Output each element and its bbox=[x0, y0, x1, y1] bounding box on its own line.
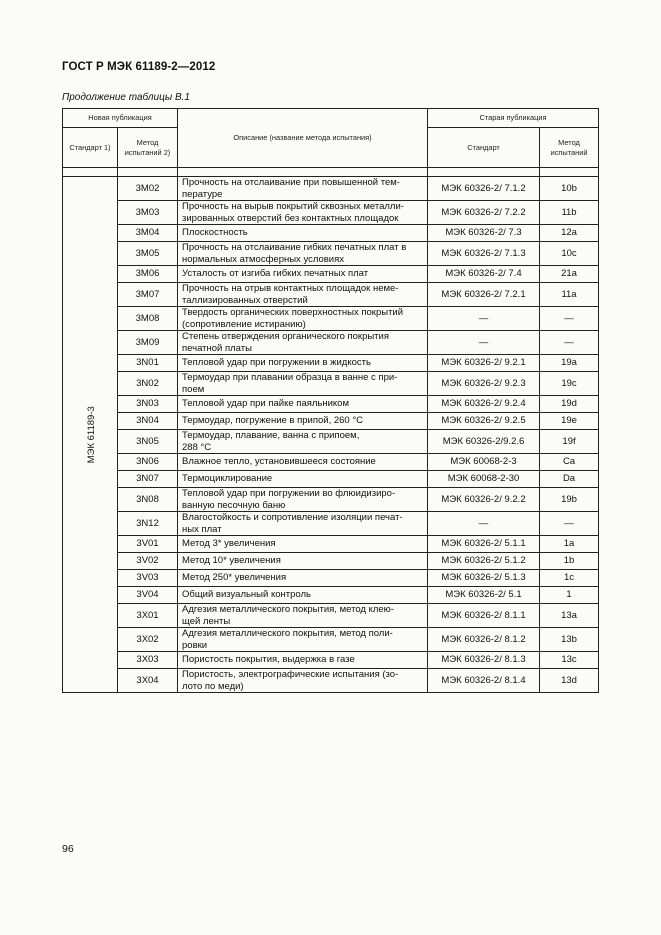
old-method: 13d bbox=[540, 669, 599, 693]
table-row bbox=[63, 471, 599, 488]
old-method: Ca bbox=[540, 454, 599, 471]
old-standard: МЭК 60068-2-3 bbox=[428, 454, 540, 471]
old-method: 1b bbox=[540, 553, 599, 570]
old-standard: МЭК 60326-2/ 9.2.5 bbox=[428, 413, 540, 430]
table-row bbox=[63, 628, 599, 652]
method-description: Степень отверждения органического покрытия печатной платы bbox=[178, 331, 428, 355]
table-row bbox=[63, 604, 599, 628]
method-code: 3X04 bbox=[118, 669, 178, 693]
old-method: 19a bbox=[540, 355, 599, 372]
old-standard: МЭК 60326-2/ 8.1.2 bbox=[428, 628, 540, 652]
old-method: 19e bbox=[540, 413, 599, 430]
table-row bbox=[63, 201, 599, 225]
old-standard: МЭК 60326-2/ 9.2.3 bbox=[428, 372, 540, 396]
table-row bbox=[63, 413, 599, 430]
old-method: 19c bbox=[540, 372, 599, 396]
method-description: Общий визуальный контроль bbox=[178, 587, 428, 604]
table-row bbox=[63, 430, 599, 454]
method-description: Адгезия металлического покрытия, метод клею- щей ленты bbox=[178, 604, 428, 628]
new-publication-header: Новая публикация bbox=[63, 109, 178, 128]
method-description: Термоудар при плавании образца в ванне с при- поем bbox=[178, 372, 428, 396]
table-row bbox=[63, 242, 599, 266]
old-method: 1c bbox=[540, 570, 599, 587]
method-code: 3N03 bbox=[118, 396, 178, 413]
table-row bbox=[63, 372, 599, 396]
method-code: 3N06 bbox=[118, 454, 178, 471]
method-description: Адгезия металлического покрытия, метод поли- ровки bbox=[178, 628, 428, 652]
page-number: 96 bbox=[62, 843, 74, 855]
old-standard: МЭК 60326-2/ 7.1.3 bbox=[428, 242, 540, 266]
standard-old-header: Стандарт bbox=[428, 128, 540, 168]
table-row bbox=[63, 553, 599, 570]
method-description: Термоудар, погружение в припой, 260 °С bbox=[178, 413, 428, 430]
old-method: 13c bbox=[540, 652, 599, 669]
description-header: Описание (название метода испытания) bbox=[178, 109, 428, 168]
document-header: ГОСТ Р МЭК 61189-2—2012 bbox=[62, 61, 216, 73]
old-method: 13b bbox=[540, 628, 599, 652]
method-description: Влагостойкость и сопротивление изоляции печат- ных плат bbox=[178, 512, 428, 536]
old-standard: МЭК 60326-2/ 5.1 bbox=[428, 587, 540, 604]
table-row bbox=[63, 307, 599, 331]
table-row bbox=[63, 355, 599, 372]
method-code: 3M06 bbox=[118, 266, 178, 283]
old-standard: — bbox=[428, 331, 540, 355]
method-description: Влажное тепло, установившееся состояние bbox=[178, 454, 428, 471]
old-standard: МЭК 60326-2/ 8.1.3 bbox=[428, 652, 540, 669]
old-standard: — bbox=[428, 512, 540, 536]
method-code: 3M04 bbox=[118, 225, 178, 242]
method-code: 3M09 bbox=[118, 331, 178, 355]
old-standard: МЭК 60326-2/ 7.1.2 bbox=[428, 177, 540, 201]
old-standard: МЭК 60326-2/ 5.1.1 bbox=[428, 536, 540, 553]
method-code: 3N05 bbox=[118, 430, 178, 454]
method-code: 3N08 bbox=[118, 488, 178, 512]
method-description: Усталость от изгиба гибких печатных плат bbox=[178, 266, 428, 283]
old-standard: МЭК 60326-2/ 8.1.4 bbox=[428, 669, 540, 693]
method-code: 3X03 bbox=[118, 652, 178, 669]
old-method: — bbox=[540, 307, 599, 331]
method-description: Пористость покрытия, выдержка в газе bbox=[178, 652, 428, 669]
old-method: 19d bbox=[540, 396, 599, 413]
method-new-header: Метод испытаний 2) bbox=[118, 128, 178, 168]
table-body bbox=[63, 168, 599, 693]
old-method: — bbox=[540, 331, 599, 355]
old-standard: МЭК 60326-2/ 9.2.2 bbox=[428, 488, 540, 512]
method-code: 3V02 bbox=[118, 553, 178, 570]
table-row bbox=[63, 536, 599, 553]
old-method: 10c bbox=[540, 242, 599, 266]
old-method: 12a bbox=[540, 225, 599, 242]
old-method: 10b bbox=[540, 177, 599, 201]
group-standard-label: МЭК 61189-3 bbox=[85, 405, 97, 464]
method-description: Твердость органических поверхностных покрытий (сопротивление истиранию) bbox=[178, 307, 428, 331]
old-method: 21a bbox=[540, 266, 599, 283]
table-row bbox=[63, 283, 599, 307]
table-row bbox=[63, 652, 599, 669]
table-row bbox=[63, 266, 599, 283]
method-description: Пористость, электрографические испытания (зо- лото по меди) bbox=[178, 669, 428, 693]
method-description: Прочность на отрыв контактных площадок неме- таллизированных отверстий bbox=[178, 283, 428, 307]
method-code: 3M02 bbox=[118, 177, 178, 201]
group-standard-cell bbox=[63, 177, 118, 693]
method-code: 3N04 bbox=[118, 413, 178, 430]
table-row bbox=[63, 225, 599, 242]
table-row bbox=[63, 454, 599, 471]
method-code: 3V03 bbox=[118, 570, 178, 587]
method-description: Прочность на вырыв покрытий сквозных металли- зированных отверстий без контактных площадок bbox=[178, 201, 428, 225]
old-standard: МЭК 60326-2/ 5.1.2 bbox=[428, 553, 540, 570]
old-standard: — bbox=[428, 307, 540, 331]
method-description: Плоскостность bbox=[178, 225, 428, 242]
method-code: 3M07 bbox=[118, 283, 178, 307]
standard-new-header: Стандарт 1) bbox=[63, 128, 118, 168]
method-description: Тепловой удар при погружении во флюидизиро- ванную песочную баню bbox=[178, 488, 428, 512]
method-description: Тепловой удар при пайке паяльником bbox=[178, 396, 428, 413]
method-description: Прочность на отслаивание гибких печатных плат в нормальных атмосферных условиях bbox=[178, 242, 428, 266]
table-row bbox=[63, 587, 599, 604]
old-method: 1 bbox=[540, 587, 599, 604]
spacer-row bbox=[63, 168, 599, 177]
method-description: Метод 250* увеличения bbox=[178, 570, 428, 587]
old-standard: МЭК 60326-2/ 7.2.1 bbox=[428, 283, 540, 307]
method-description: Термоудар, плавание, ванна с припоем, 288 °С bbox=[178, 430, 428, 454]
method-code: 3M03 bbox=[118, 201, 178, 225]
old-method: 11a bbox=[540, 283, 599, 307]
old-method: 11b bbox=[540, 201, 599, 225]
old-standard: МЭК 60326-2/ 9.2.4 bbox=[428, 396, 540, 413]
method-code: 3V04 bbox=[118, 587, 178, 604]
table-row bbox=[63, 177, 599, 201]
old-standard: МЭК 60326-2/ 5.1.3 bbox=[428, 570, 540, 587]
method-code: 3M08 bbox=[118, 307, 178, 331]
old-standard: МЭК 60326-2/9.2.6 bbox=[428, 430, 540, 454]
method-description: Прочность на отслаивание при повышенной тем- пературе bbox=[178, 177, 428, 201]
method-description: Тепловой удар при погружении в жидкость bbox=[178, 355, 428, 372]
old-standard: МЭК 60326-2/ 7.3 bbox=[428, 225, 540, 242]
method-code: 3N02 bbox=[118, 372, 178, 396]
method-code: 3N01 bbox=[118, 355, 178, 372]
old-method: 13a bbox=[540, 604, 599, 628]
table-row bbox=[63, 512, 599, 536]
old-standard: МЭК 60326-2/ 8.1.1 bbox=[428, 604, 540, 628]
old-method: 19b bbox=[540, 488, 599, 512]
table-row bbox=[63, 669, 599, 693]
table-row bbox=[63, 331, 599, 355]
methods-table bbox=[62, 108, 599, 693]
method-code: 3X02 bbox=[118, 628, 178, 652]
old-standard: МЭК 60326-2/ 9.2.1 bbox=[428, 355, 540, 372]
method-code: 3M05 bbox=[118, 242, 178, 266]
table-row bbox=[63, 570, 599, 587]
method-description: Метод 10* увеличения bbox=[178, 553, 428, 570]
table-row bbox=[63, 488, 599, 512]
old-method: 19f bbox=[540, 430, 599, 454]
method-code: 3N07 bbox=[118, 471, 178, 488]
old-method: — bbox=[540, 512, 599, 536]
old-method: 1a bbox=[540, 536, 599, 553]
method-description: Термоциклирование bbox=[178, 471, 428, 488]
old-standard: МЭК 60326-2/ 7.2.2 bbox=[428, 201, 540, 225]
old-standard: МЭК 60326-2/ 7.4 bbox=[428, 266, 540, 283]
old-method: Da bbox=[540, 471, 599, 488]
method-old-header: Метод испытаний bbox=[540, 128, 599, 168]
old-publication-header: Старая публикация bbox=[428, 109, 599, 128]
method-code: 3V01 bbox=[118, 536, 178, 553]
table-row bbox=[63, 396, 599, 413]
old-standard: МЭК 60068-2-30 bbox=[428, 471, 540, 488]
method-code: 3X01 bbox=[118, 604, 178, 628]
table-caption: Продолжение таблицы В.1 bbox=[62, 92, 190, 103]
method-description: Метод 3* увеличения bbox=[178, 536, 428, 553]
method-code: 3N12 bbox=[118, 512, 178, 536]
